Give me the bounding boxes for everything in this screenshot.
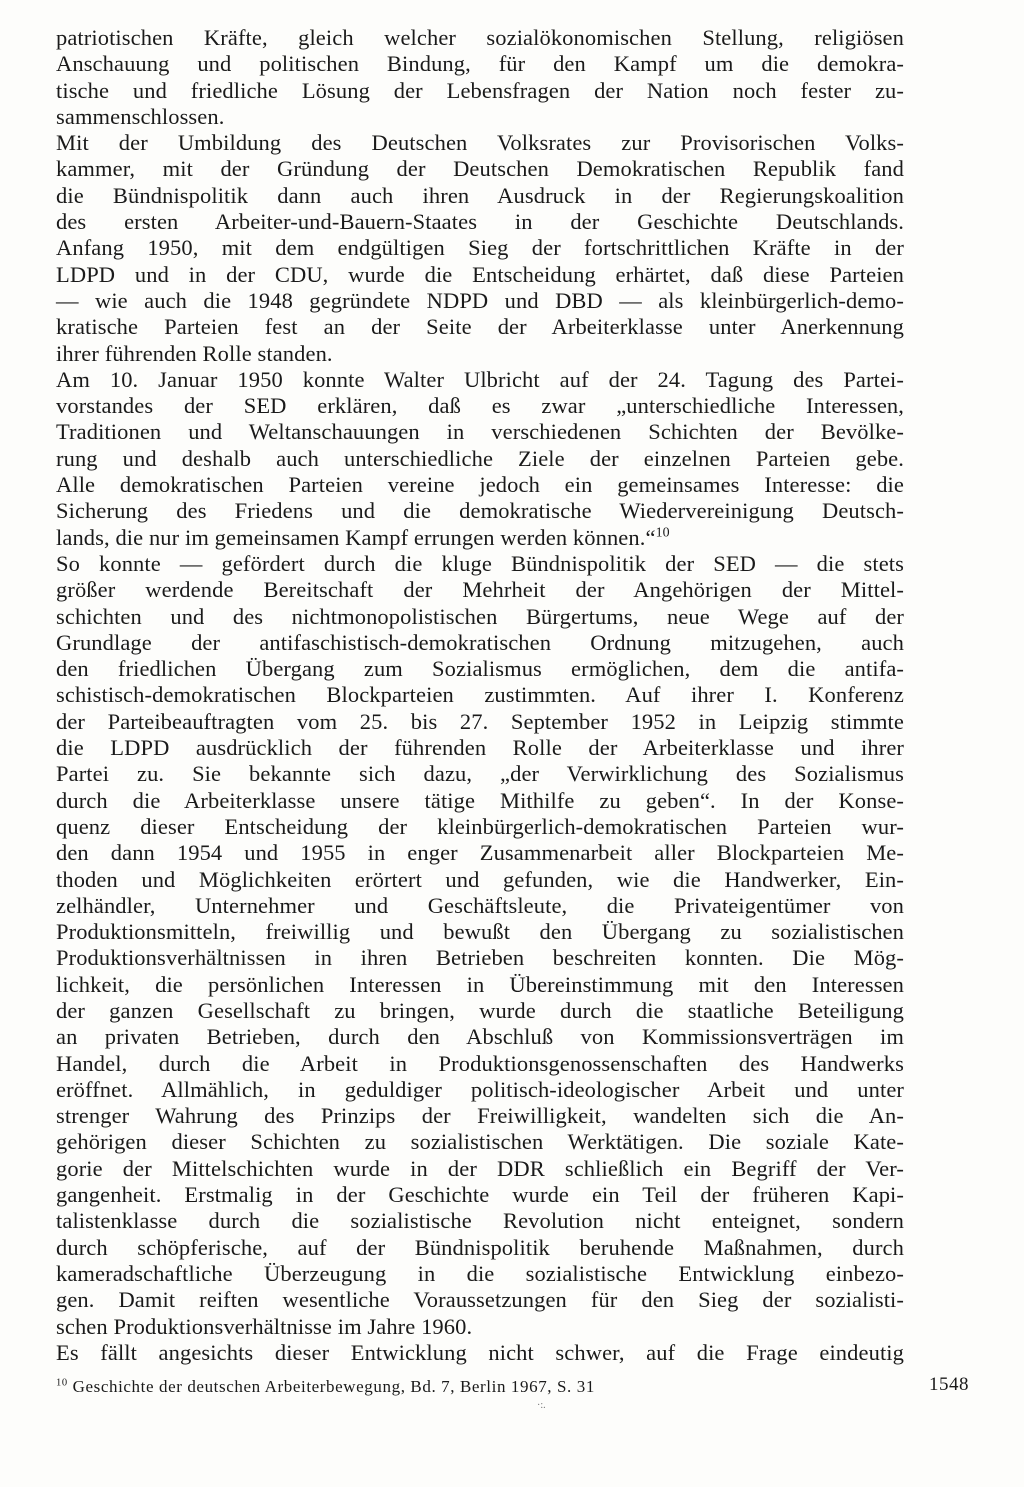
- text-line: Grundlage der antifaschistisch-demokratischen Ordnung mitzugehen, auch: [56, 629, 904, 655]
- text-line: talistenklasse durch die sozialistische Revolution nicht enteignet, sondern: [56, 1208, 904, 1234]
- text-line: durch schöpferische, auf der Bündnispolitik beruhende Maßnahmen, durch: [56, 1234, 904, 1260]
- text-line: gen. Damit reiften wesentliche Voraussetzungen für den Sieg der sozialisti-: [56, 1287, 904, 1313]
- text-line: die LDPD ausdrücklich der führenden Rolle der Arbeiterklasse und ihrer: [56, 735, 904, 761]
- text-line: strenger Wahrung des Prinzips der Freiwilligkeit, wandelten sich die An-: [56, 1103, 904, 1129]
- print-speck: ·:.: [537, 1400, 546, 1411]
- text-line: durch die Arbeiterklasse unsere tätige Mithilfe zu geben“. In der Konse-: [56, 787, 904, 813]
- text-line: des ersten Arbeiter-und-Bauern-Staates in der Geschichte Deutschlands.: [56, 209, 904, 235]
- text-line: lands, die nur im gemeinsamen Kampf errungen werden können.“: [56, 524, 656, 550]
- text-line: Sicherung des Friedens und die demokratische Wiedervereinigung Deutsch-: [56, 498, 904, 524]
- text-line: lichkeit, die persönlichen Interessen in Übereinstimmung mit den Interessen: [56, 971, 904, 997]
- text-line: Traditionen und Weltanschauungen in verschiedenen Schichten der Bevölke-: [56, 419, 904, 445]
- footnote-number: 10: [56, 1377, 68, 1389]
- text-line: — wie auch die 1948 gegründete NDPD und DBD — als kleinbürgerlich-demo-: [56, 287, 904, 313]
- text-line: quenz dieser Entscheidung der kleinbürgerlich-demokratischen Parteien wur-: [56, 813, 904, 839]
- text-line: ihrer führenden Rolle standen.: [56, 340, 333, 366]
- text-line: rung und deshalb auch unterschiedliche Ziele der einzelnen Parteien gebe.: [56, 445, 904, 471]
- text-line: den dann 1954 und 1955 in enger Zusammenarbeit aller Blockparteien Me-: [56, 840, 904, 866]
- text-line: sammenschlossen.: [56, 103, 225, 129]
- text-line: gangenheit. Erstmalig in der Geschichte wurde ein Teil der früheren Kapi-: [56, 1182, 904, 1208]
- text-line: schichten und des nichtmonopolistischen Bürgertums, neue Wege auf der: [56, 603, 904, 629]
- text-line: patriotischen Kräfte, gleich welcher sozialökonomischen Stellung, religiösen: [56, 25, 904, 50]
- footnote-text: Geschichte der deutschen Arbeiterbewegung, Bd. 7, Berlin 1967, S. 31: [72, 1377, 595, 1396]
- text-line: vorstandes der SED erklären, daß es zwar „unterschiedliche Interessen,: [56, 393, 904, 419]
- body-text: [56, 25, 904, 1366]
- text-line: So konnte — gefördert durch die kluge Bündnispolitik der SED — die stets: [56, 550, 904, 576]
- text-line-with-footnote: [56, 525, 904, 551]
- text-line: die Bündnispolitik dann auch ihren Ausdruck in der Regierungskoalition: [56, 182, 904, 208]
- text-line: an privaten Betrieben, durch den Abschluß von Kommissionsverträgen im: [56, 1024, 904, 1050]
- text-line: Partei zu. Sie bekannte sich dazu, „der Verwirklichung des Sozialismus: [56, 761, 904, 787]
- text-line: Produktionsmitteln, freiwillig und bewußt den Übergang zu sozialistischen: [56, 919, 904, 945]
- text-line: Anfang 1950, mit dem endgültigen Sieg der fortschrittlichen Kräfte in der: [56, 235, 904, 261]
- text-line: der ganzen Gesellschaft zu bringen, wurde durch die staatliche Beteiligung: [56, 997, 904, 1023]
- text-line: größer werdende Bereitschaft der Mehrheit der Angehörigen der Mittel-: [56, 577, 904, 603]
- text-line: Mit der Umbildung des Deutschen Volksrates zur Provisorischen Volks-: [56, 130, 904, 156]
- text-line: kratische Parteien fest an der Seite der Arbeiterklasse unter Anerkennung: [56, 314, 904, 340]
- text-line: zelhändler, Unternehmer und Geschäftsleute, die Privateigentümer von: [56, 892, 904, 918]
- text-line: gorie der Mittelschichten wurde in der DDR schließlich ein Begriff der Ver-: [56, 1155, 904, 1181]
- text-line: eröffnet. Allmählich, in geduldiger politisch-ideologischer Arbeit und unter: [56, 1076, 904, 1102]
- text-line: der Parteibeauftragten vom 25. bis 27. September 1952 in Leipzig stimmte: [56, 708, 904, 734]
- text-line: Am 10. Januar 1950 konnte Walter Ulbricht auf der 24. Tagung des Partei-: [56, 366, 904, 392]
- text-line: schistisch-demokratischen Blockparteien zustimmten. Auf ihrer I. Konferenz: [56, 682, 904, 708]
- text-line: Handel, durch die Arbeit in Produktionsgenossenschaften des Handwerks: [56, 1050, 904, 1076]
- text-line: Es fällt angesichts dieser Entwicklung nicht schwer, auf die Frage eindeutig: [56, 1339, 904, 1365]
- text-line: den friedlichen Übergang zum Sozialismus ermöglichen, dem die antifa-: [56, 656, 904, 682]
- text-line: gehörigen dieser Schichten zu sozialistischen Werktätigen. Die soziale Kate-: [56, 1129, 904, 1155]
- footnote-marker: 10: [655, 525, 670, 541]
- text-line: kammer, mit der Gründung der Deutschen Demokratischen Republik fand: [56, 156, 904, 182]
- page-number: 1548: [929, 1374, 969, 1395]
- text-line: Anschauung und politischen Bindung, für den Kampf um die demokra-: [56, 51, 904, 77]
- text-line: LDPD und in der CDU, wurde die Entscheidung erhärtet, daß diese Parteien: [56, 261, 904, 287]
- text-line: schen Produktionsverhältnisse im Jahre 1960.: [56, 1313, 473, 1339]
- text-line: Produktionsverhältnissen in ihren Betrieben beschreiten konnten. Die Mög-: [56, 945, 904, 971]
- footnote: [56, 1377, 595, 1397]
- text-line: kameradschaftliche Überzeugung in die sozialistische Entwicklung einbezo-: [56, 1260, 904, 1286]
- text-line: Alle demokratischen Parteien vereine jedoch ein gemeinsames Interesse: die: [56, 472, 904, 498]
- text-line: tische und friedliche Lösung der Lebensfragen der Nation noch fester zu-: [56, 77, 904, 103]
- text-line: thoden und Möglichkeiten erörtert und gefunden, wie die Handwerker, Ein-: [56, 866, 904, 892]
